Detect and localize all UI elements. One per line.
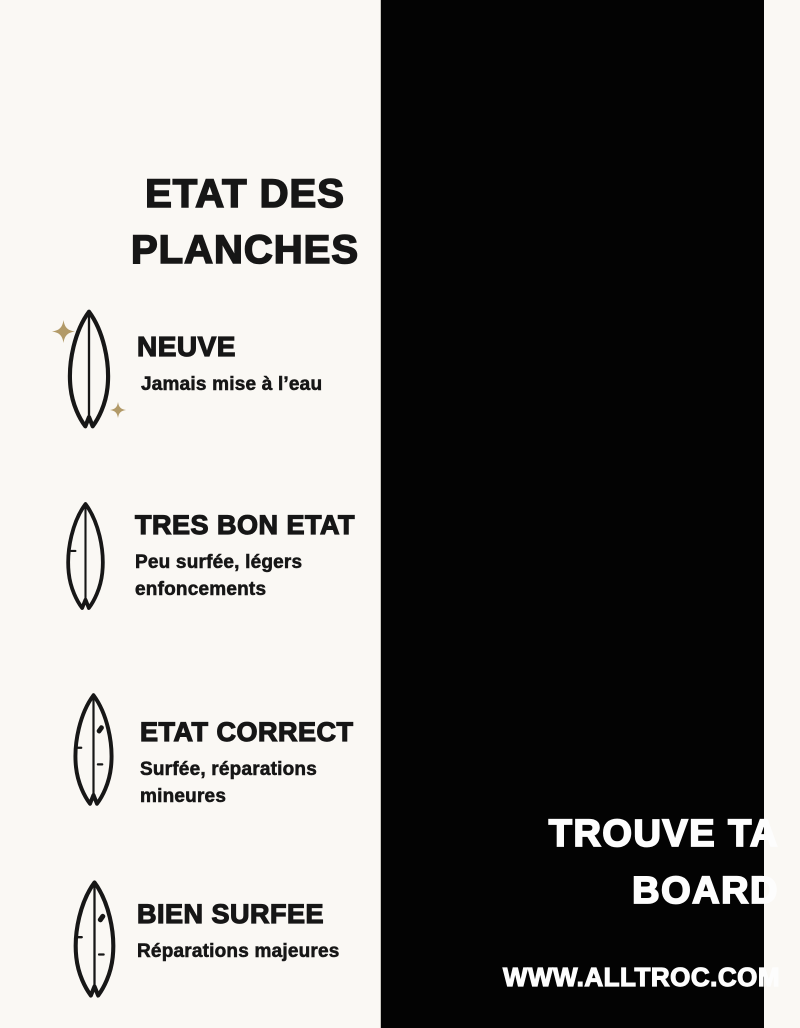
website-link[interactable]: WWW.ALLTROC.COM <box>502 962 780 992</box>
condition-description: Surfée, réparations mineures <box>140 759 317 807</box>
condition-name: BIEN SURFEE <box>137 899 325 929</box>
surfboard-well-used-icon <box>69 871 120 1007</box>
condition-description: Peu surfée, légers enfoncements <box>135 552 303 600</box>
page-title <box>105 166 385 278</box>
page-title-line1: ETAT DES <box>145 172 345 216</box>
panel-tagline-line1: TROUVE TA <box>548 813 779 855</box>
condition-description: Jamais mise à l’eau <box>141 374 323 395</box>
surfboard-lightly-used-icon <box>62 494 109 618</box>
condition-name: ETAT CORRECT <box>140 717 354 747</box>
surfboard-used-icon <box>69 686 118 813</box>
panel-tagline <box>549 806 779 920</box>
condition-name: NEUVE <box>137 331 236 362</box>
condition-name: TRES BON ETAT <box>135 510 355 540</box>
panel-tagline-line2: BOARD <box>632 870 779 912</box>
condition-description: Réparations majeures <box>137 941 340 962</box>
page-title-line2: PLANCHES <box>130 228 360 272</box>
surfboard-new-icon <box>63 308 115 430</box>
